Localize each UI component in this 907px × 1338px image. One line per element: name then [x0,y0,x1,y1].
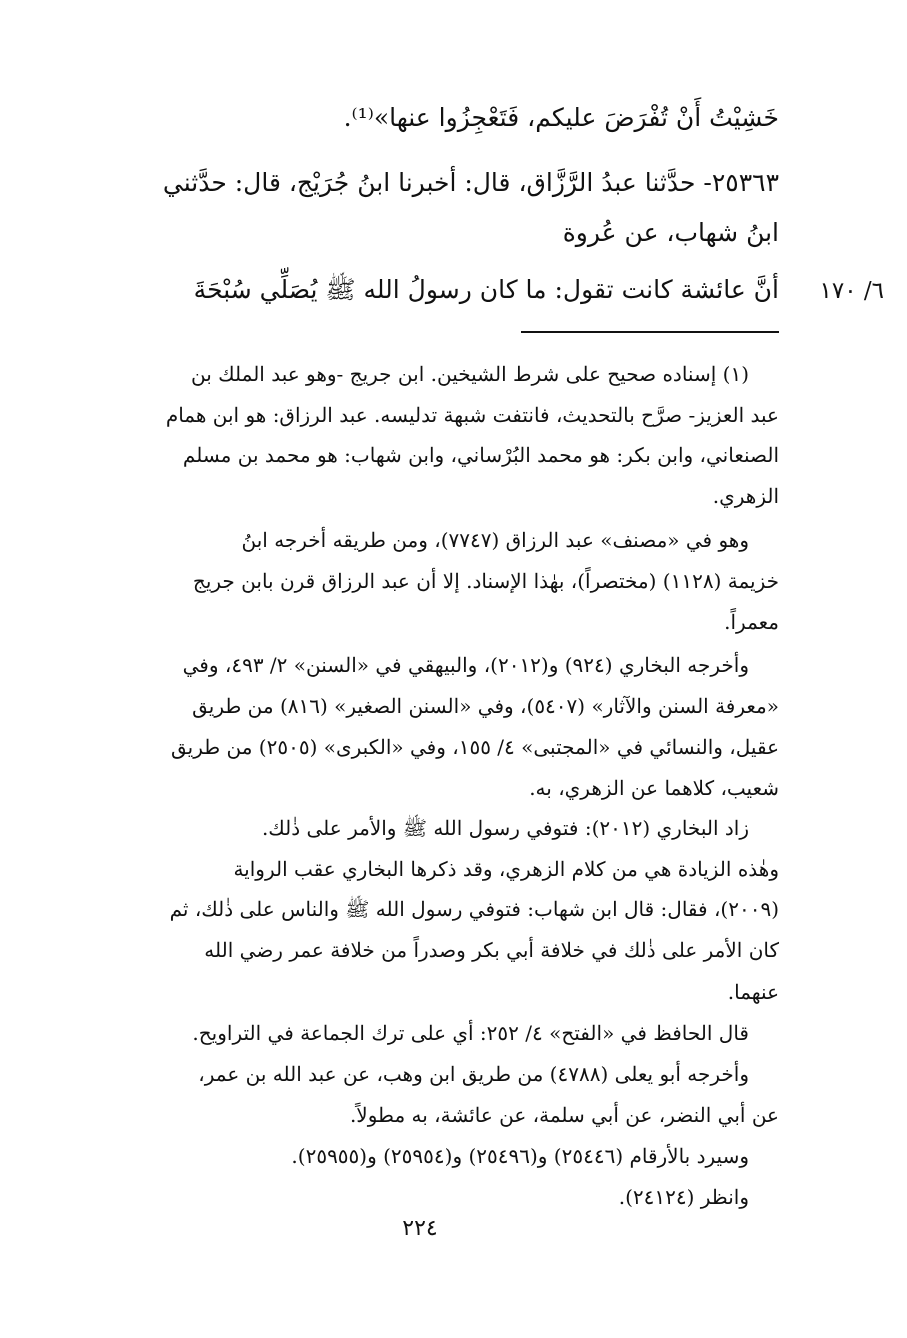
main-text-line: ابنُ شهاب، عن عُروة [562,218,779,247]
footnote-line: «معرفة السنن والآثار» (٥٤٠٧)، وفي «السنن الصغير» (٨١٦) من طريق [192,694,779,718]
footnote-line: شعيب، كلاهما عن الزهري، به. [529,776,779,800]
footnote-line: (١) إسناده صحيح على شرط الشيخين. ابن جريج -وهو عبد الملك بن [191,362,749,386]
footnote-line: معمراً. [724,610,779,634]
footnote-line: كان الأمر على ذٰلك في خلافة أبي بكر وصدراً من خلافة عمر رضي الله [204,938,779,962]
footnote-line: وهٰذه الزيادة هي من كلام الزهري، وقد ذكرها البخاري عقب الرواية [233,857,779,881]
footnote-divider [521,331,779,333]
footnote-line: (٢٠٠٩)، فقال: قال ابن شهاب: فتوفي رسول الله ﷺ والناس على ذٰلك، ثم [169,897,779,921]
footnote-line: وانظر (٢٤١٢٤). [618,1185,749,1209]
margin-volume-page-reference: ٦/ ١٧٠ [819,278,884,304]
footnote-line: الزهري. [712,484,779,508]
main-text-line: أنَّ عائشة كانت تقول: ما كان رسولُ الله ﷺ يُصَلِّي سُبْحَةَ [193,275,779,304]
footnote-line: عقيل، والنسائي في «المجتبى» ٤/ ١٥٥، وفي «الكبرى» (٢٥٠٥) من طريق [170,735,779,759]
footnote-line: وأخرجه البخاري (٩٢٤) و(٢٠١٢)، والبيهقي في «السنن» ٢/ ٤٩٣، وفي [182,653,749,677]
footnote-line: عنهما. [727,980,779,1004]
footnote-line: عن أبي النضر، عن أبي سلمة، عن عائشة، به مطولاً. [349,1103,779,1127]
hadith-number-line: ٢٥٣٦٣- حدَّثنا عبدُ الرَّزَّاق، قال: أخبرنا ابنُ جُرَيْج، قال: حدَّثني [162,168,779,197]
footnote-line: الصنعاني، وابن بكر: هو محمد البُرْساني، وابن شهاب: هو محمد بن مسلم [182,443,779,467]
footnote-line: وأخرجه أبو يعلى (٤٧٨٨) من طريق ابن وهب، عن عبد الله بن عمر، [198,1062,749,1086]
main-text-line: خَشِيْتُ أَنْ تُفْرَضَ عليكم، فَتَعْجِزُوا عنها»⁽¹⁾. [343,103,779,132]
footnote-line: زاد البخاري (٢٠١٢): فتوفي رسول الله ﷺ والأمر على ذٰلك. [261,816,749,840]
footnote-line: قال الحافظ في «الفتح» ٤/ ٢٥٢: أي على ترك الجماعة في التراويح. [192,1021,749,1045]
footnote-line: خزيمة (١١٢٨) (مختصراً)، بهٰذا الإسناد. إلا أن عبد الرزاق قرن بابن جريج [192,569,779,593]
page-number: ٢٢٤ [402,1216,438,1241]
footnote-line: عبد العزيز- صرَّح بالتحديث، فانتفت شبهة تدليسه. عبد الرزاق: هو ابن همام [165,403,779,427]
footnote-line: وهو في «مصنف» عبد الرزاق (٧٧٤٧)، ومن طريقه أخرجه ابنُ [241,528,749,552]
footnote-line: وسيرد بالأرقام (٢٥٤٤٦) و(٢٥٤٩٦) و(٢٥٩٥٤) و(٢٥٩٥٥). [291,1144,749,1168]
